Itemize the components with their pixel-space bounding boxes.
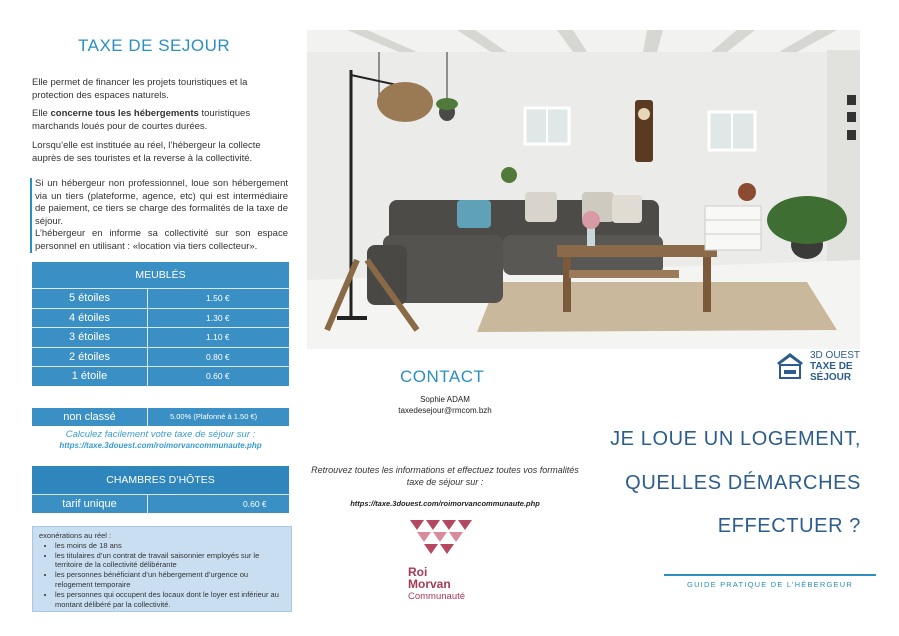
intro-paragraph: Elle permet de financer les projets touristiques et la protection des espaces naturels. bbox=[32, 77, 248, 101]
headline-line-1: JE LOUE UN LOGEMENT, bbox=[610, 428, 861, 450]
living-room-photo bbox=[307, 30, 860, 349]
calc-text: Calculez facilement votre taxe de séjour sur : bbox=[65, 429, 256, 440]
table-row: 3 étoiles 1.10 € bbox=[32, 327, 289, 347]
brand-line-2: TAXE DE bbox=[810, 361, 853, 372]
page-title: TAXE DE SEJOUR bbox=[78, 36, 231, 55]
exonerations-title: exonérations au réel : bbox=[39, 531, 112, 540]
info-link[interactable]: https://taxe.3douest.com/roimorvancommunaute.php bbox=[350, 499, 540, 508]
logo-name: Roi Morvan bbox=[408, 565, 451, 591]
chambres-header: CHAMBRES D’HÔTES bbox=[32, 466, 289, 494]
table-row: 1 étoile 0.60 € bbox=[32, 366, 289, 386]
scope-paragraph: Elle concerne tous les hébergements touristiques marchands loués pour de courtes durées. bbox=[32, 108, 251, 132]
roi-morvan-logo-icon bbox=[408, 518, 478, 558]
table-row: tarif unique 0.60 € bbox=[32, 494, 289, 513]
info-text: Retrouvez toutes les informations et effectuez toutes vos formalités taxe de séjour sur : bbox=[311, 465, 579, 487]
chambres-table bbox=[32, 466, 289, 513]
divider bbox=[664, 574, 876, 576]
non-classe-row: non classé 5.00% (Plafonné à 1.50 €) bbox=[32, 408, 289, 426]
meubles-header: MEUBLÉS bbox=[135, 269, 186, 281]
headline-line-3: EFFECTUER ? bbox=[717, 515, 861, 537]
brand-line-3: SÉJOUR bbox=[810, 372, 852, 383]
meubles-table bbox=[32, 262, 289, 386]
logo-subtitle: Communauté bbox=[408, 591, 466, 602]
house-euro-icon bbox=[775, 350, 805, 380]
list-item: • les titulaires d’un contrat de travail saisonnier employés sur le territoire de la collectivité délibérante bbox=[55, 551, 285, 571]
exonerations-box bbox=[32, 526, 292, 612]
table-row: 5 étoiles 1.50 € bbox=[32, 288, 289, 308]
calc-link[interactable]: https://taxe.3douest.com/roimorvancommunaute.php bbox=[59, 441, 262, 450]
contact-title: CONTACT bbox=[400, 367, 485, 386]
brand-line-1: 3D OUEST bbox=[810, 350, 861, 361]
table-row: 2 étoiles 0.80 € bbox=[32, 347, 289, 367]
list-item: • les moins de 18 ans bbox=[55, 541, 285, 551]
collection-paragraph: Lorsqu’elle est instituée au réel, l’hébergeur la collecte auprès de ses touristes et la reverse à la collectivité. bbox=[32, 140, 261, 164]
third-party-paragraph: Si un hébergeur non professionnel, loue son hébergement via un tiers (plateforme, agence, etc) qui est intermédiaire de paiement, ce tiers se charge des formalités de la taxe de séjour. L’hébergeur en informe sa collectivité sur son espace personnel en utilisant : «location via tiers collecteur». bbox=[30, 178, 288, 253]
table-row: 4 étoiles 1.30 € bbox=[32, 308, 289, 328]
list-item: • les personnes bénéficiant d’un hébergement d’urgence ou relogement temporaire bbox=[55, 570, 285, 590]
guide-subtitle: GUIDE PRATIQUE DE L’HÉBERGEUR bbox=[687, 580, 853, 589]
headline-line-2: QUELLES DÉMARCHES bbox=[625, 472, 861, 494]
contact-name: Sophie ADAM bbox=[420, 395, 470, 404]
list-item: • les personnes qui occupent des locaux dont le loyer est inférieur au montant délibéré par la collectivité. bbox=[55, 590, 285, 610]
contact-email[interactable]: taxedesejour@rmcom.bzh bbox=[398, 406, 492, 415]
